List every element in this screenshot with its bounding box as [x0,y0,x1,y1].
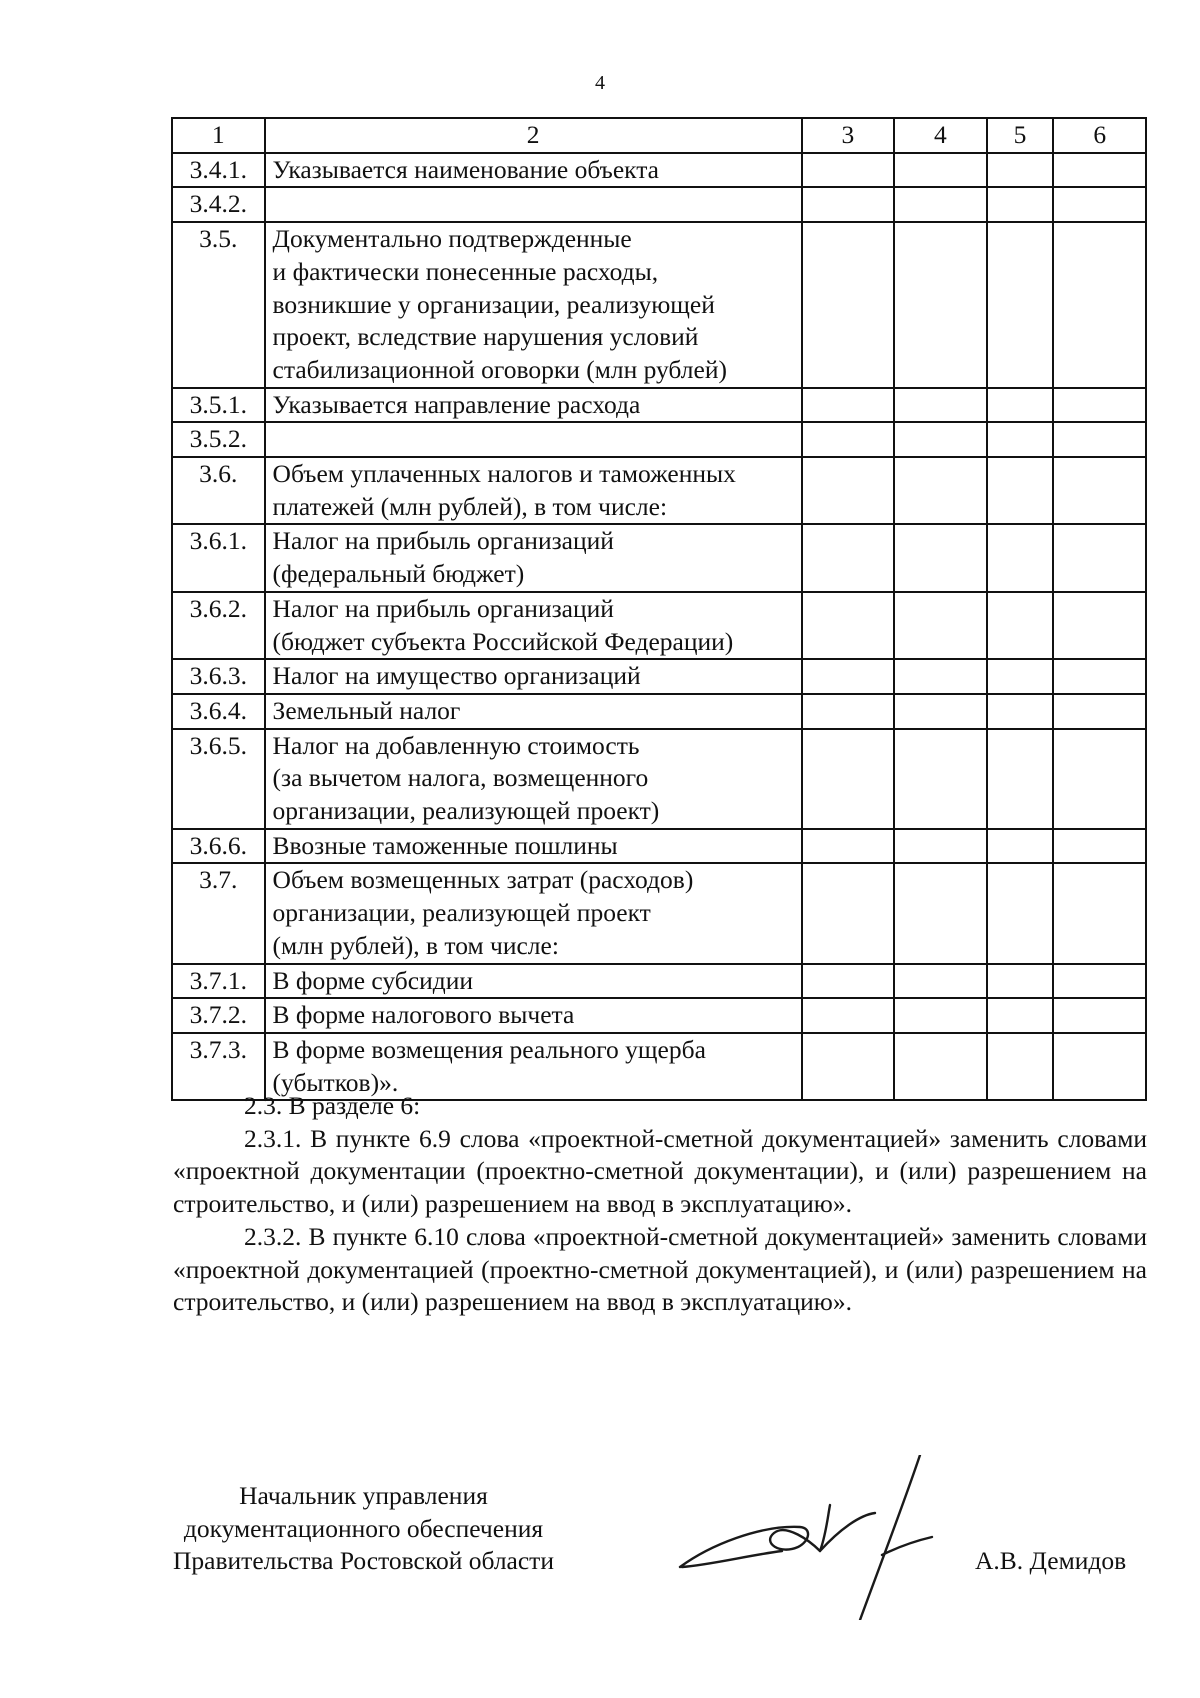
row-description-line: Налог на имущество организаций [272,661,641,691]
table-row [172,729,1146,829]
column-header: 5 [987,118,1054,153]
column-header: 6 [1053,118,1146,153]
empty-value-cell [802,388,895,423]
table-row [172,863,1146,963]
empty-value-cell [802,863,895,963]
row-description-line: возникшие у организации, реализующей [272,289,715,319]
empty-value-cell [802,153,895,188]
empty-value-cell [894,592,987,659]
column-header: 3 [802,118,895,153]
table-header-row [172,118,1146,153]
empty-value-cell [802,964,895,999]
signature-title-line: Начальник управления [239,1481,488,1510]
empty-value-cell [802,729,895,829]
empty-value-cell [987,659,1054,694]
empty-value-cell [802,222,895,388]
empty-value-cell [987,729,1054,829]
empty-value-cell [802,457,895,524]
table-row [172,187,1146,222]
signature-title-line: документационного обеспечения [183,1513,544,1543]
row-description-line: Указывается направление расхода [272,389,641,419]
empty-value-cell [1053,694,1146,729]
row-description [265,524,802,591]
data-table [171,117,1147,1101]
row-description [265,388,802,423]
empty-value-cell [1053,388,1146,423]
row-description-line: стабилизационной оговорки (млн рублей) [272,354,727,384]
handwritten-signature [670,1455,970,1620]
row-number: 3.5. [172,222,265,388]
empty-value-cell [894,829,987,864]
empty-value-cell [1053,592,1146,659]
empty-value-cell [1053,187,1146,222]
row-number: 3.7.3. [172,1033,265,1100]
row-description-line: организации, реализующей проект [272,898,651,928]
empty-value-cell [802,187,895,222]
row-number: 3.7.1. [172,964,265,999]
row-description-line: Ввозные таможенные пошлины [272,830,618,860]
row-description [265,694,802,729]
empty-value-cell [894,422,987,457]
row-description [265,187,802,222]
body-text [173,1090,1147,1319]
paragraph-2-3-1: 2.3.1. В пункте 6.9 слова «проектной-сметной документацией» заменить словами «проектной документации (проектно-сметной документации), и (или) разрешением на строительство, и (или) разрешением на ввод в эксплуатацию». [173,1123,1147,1219]
empty-value-cell [987,964,1054,999]
table-row [172,388,1146,423]
empty-value-cell [894,694,987,729]
table-row [172,422,1146,457]
empty-value-cell [987,422,1054,457]
row-number: 3.6.5. [172,729,265,829]
row-description [265,729,802,829]
table-row [172,829,1146,864]
row-description [265,998,802,1033]
empty-value-cell [802,829,895,864]
table-row [172,964,1146,999]
row-description [265,863,802,963]
row-description [265,829,802,864]
empty-value-cell [987,694,1054,729]
table-row [172,998,1146,1033]
row-number: 3.7. [172,863,265,963]
table-row [172,153,1146,188]
empty-value-cell [894,998,987,1033]
empty-value-cell [894,457,987,524]
empty-value-cell [802,694,895,729]
empty-value-cell [987,153,1054,188]
row-description-line: и фактически понесенные расходы, [272,256,659,286]
empty-value-cell [802,998,895,1033]
row-description-line: Земельный налог [272,695,461,725]
empty-value-cell [1053,998,1146,1033]
row-description [265,222,802,388]
empty-value-cell [1053,153,1146,188]
row-number: 3.6.1. [172,524,265,591]
row-description-line: проект, вследствие нарушения условий [272,322,699,352]
row-description [265,659,802,694]
row-description-line: Налог на прибыль организаций [272,593,614,623]
empty-value-cell [894,388,987,423]
row-description-line: (млн рублей), в том числе: [272,930,559,960]
column-header: 2 [265,118,802,153]
empty-value-cell [894,863,987,963]
row-description-line: В форме налогового вычета [272,1000,575,1030]
row-number: 3.6.4. [172,694,265,729]
empty-value-cell [894,729,987,829]
row-description-line: (убытков)». [272,1067,399,1097]
empty-value-cell [987,863,1054,963]
empty-value-cell [987,998,1054,1033]
empty-value-cell [894,659,987,694]
row-description [265,153,802,188]
empty-value-cell [894,187,987,222]
empty-value-cell [802,422,895,457]
empty-value-cell [987,187,1054,222]
row-description [265,457,802,524]
row-description-line: Указывается наименование объекта [272,154,659,184]
row-number: 3.6.2. [172,592,265,659]
table-row [172,222,1146,388]
row-description [265,592,802,659]
table-row [172,457,1146,524]
signature-title-line: Правительства Ростовской области [173,1546,554,1576]
empty-value-cell [987,592,1054,659]
empty-value-cell [1053,659,1146,694]
row-description [265,422,802,457]
paragraph-2-3-2: 2.3.2. В пункте 6.10 слова «проектной-сметной документацией» заменить словами «проектной документацией (проектно-сметной документацией), и (или) разрешением на строительство, и (или) разрешением на ввод в эксплуатацию». [173,1221,1147,1317]
row-description-line: платежей (млн рублей), в том числе: [272,491,668,521]
signer-name: А.В. Демидов [975,1546,1127,1575]
table-row [172,659,1146,694]
row-description-line: (федеральный бюджет) [272,559,525,589]
row-number: 3.7.2. [172,998,265,1033]
row-description-line: организации, реализующей проект) [272,796,660,826]
row-description-line: (бюджет субъекта Российской Федерации) [272,626,734,656]
empty-value-cell [987,388,1054,423]
row-description-line: Объем уплаченных налогов и таможенных [272,459,736,489]
table-row [172,524,1146,591]
empty-value-cell [1053,457,1146,524]
table-row [172,592,1146,659]
empty-value-cell [894,524,987,591]
empty-value-cell [894,153,987,188]
empty-value-cell [1053,422,1146,457]
signature-title [173,1480,554,1578]
page-number: 4 [595,72,605,94]
row-number: 3.4.2. [172,187,265,222]
row-number: 3.5.2. [172,422,265,457]
empty-value-cell [1053,829,1146,864]
column-header: 1 [172,118,265,153]
empty-value-cell [894,964,987,999]
row-number: 3.6. [172,457,265,524]
row-description-line: В форме субсидии [272,965,473,995]
empty-value-cell [987,457,1054,524]
empty-value-cell [987,524,1054,591]
row-description-line: Налог на прибыль организаций [272,526,614,556]
row-number: 3.6.3. [172,659,265,694]
empty-value-cell [1053,863,1146,963]
row-description-line: Объем возмещенных затрат (расходов) [272,865,694,895]
column-header: 4 [894,118,987,153]
row-description [265,964,802,999]
empty-value-cell [802,524,895,591]
empty-value-cell [894,222,987,388]
row-number: 3.4.1. [172,153,265,188]
section-heading: 2.3. В разделе 6: [244,1091,421,1120]
empty-value-cell [802,592,895,659]
row-description-line: (за вычетом налога, возмещенного [272,763,649,793]
empty-value-cell [1053,222,1146,388]
empty-value-cell [1053,729,1146,829]
empty-value-cell [1053,524,1146,591]
empty-value-cell [802,659,895,694]
empty-value-cell [987,829,1054,864]
empty-value-cell [987,222,1054,388]
empty-value-cell [1053,964,1146,999]
table-row [172,694,1146,729]
row-number: 3.5.1. [172,388,265,423]
row-description-line: Налог на добавленную стоимость [272,730,640,760]
row-number: 3.6.6. [172,829,265,864]
row-description-line: В форме возмещения реального ущерба [272,1034,706,1064]
row-description-line: Документально подтвержденные [272,224,632,254]
